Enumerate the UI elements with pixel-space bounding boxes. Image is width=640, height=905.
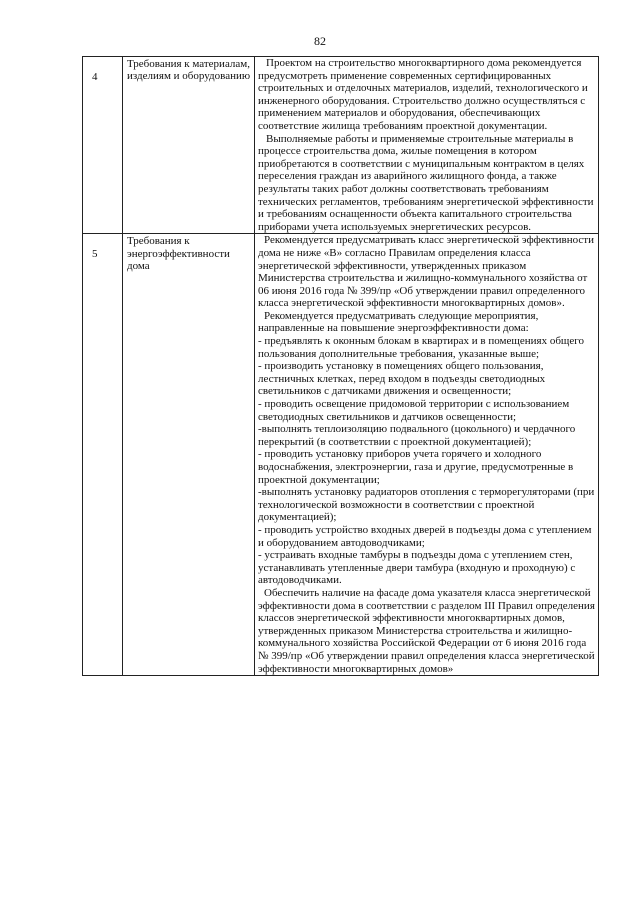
requirement-title: Требования к энергоэффективности дома <box>123 234 255 676</box>
paragraph: Обеспечить наличие на фасаде дома указателя класса энергетической эффективности дома в соответствии с разделом III Правил определения классов энергетической эффективности многоквартирных домов, утвержденных приказом Министерства строительства и жилищно-коммунального хозяйства Российской Федерации от 6 июня 2016 года № 399/пр «Об утверждении правил определения класса энергетической эффективности многоквартирных домов» <box>258 586 595 675</box>
paragraph: Проектом на строительство многоквартирного дома рекомендуется предусмотреть применение современных сертифицированных строительных и отделочных материалов, изделий, технологического и инженерного оборудования. Строительство должно осуществляться с применением материалов и оборудования, обеспечивающих соответствие жилища требованиям проектной документации. <box>258 57 588 132</box>
list-item: - устраивать входные тамбуры в подъезды дома с утеплением стен, устанавливать утепленные двери тамбура (входную и проходную) с автодоводчиками. <box>258 549 576 587</box>
requirement-description <box>255 234 599 676</box>
row-number: 4 <box>83 57 123 234</box>
paragraph: Рекомендуется предусматривать следующие мероприятия, направленные на повышение энергоэффективности дома: <box>258 309 539 335</box>
list-item: - проводить устройство входных дверей в подъезды дома с утеплением и оборудованием автодоводчиками; <box>258 523 592 549</box>
list-item: - предъявлять к оконным блокам в квартирах и в помещениях общего пользования дополнительные требования, указанные выше; <box>258 335 585 360</box>
list-item: - проводить освещение придомовой территории с использованием светодиодных светильников и датчиков освещенности; <box>258 398 570 423</box>
requirements-table <box>82 56 599 676</box>
list-item: - производить установку в помещениях общего пользования, лестничных клетках, перед входом в подъезды светодиодных светильников с датчиками движения и освещенности; <box>258 360 546 398</box>
list-item: -выполнять теплоизоляцию подвального (цокольного) и чердачного перекрытий (в соответствии с проектной документацией); <box>258 423 576 448</box>
list-item: -выполнять установку радиаторов отопления с терморегуляторами (при технологической возможности в соответствии с проектной документацией); <box>258 486 595 524</box>
table-row <box>83 57 599 234</box>
list-item: - проводить установку приборов учета горячего и холодного водоснабжения, электроэнергии, газа и другие, предусмотренные в проектной документации; <box>258 448 574 486</box>
paragraph: Выполняемые работы и применяемые строительные материалы в процессе строительства дома, жилые помещения в котором приобретаются в соответствии с муниципальным контрактом в целях переселения граждан из аварийного жилищного фонда, а также результаты таких работ должны соответствовать требованиям технических регламентов, требованиям энергетической эффективности и требованиям оснащенности объекта капитального строительства приборами учета используемых энергетических ресурсов. <box>258 132 594 233</box>
requirement-description <box>255 57 599 234</box>
requirement-title: Требования к материалам, изделиям и оборудованию <box>123 57 255 234</box>
table-row <box>83 234 599 676</box>
row-number: 5 <box>83 234 123 676</box>
page-number: 82 <box>314 34 326 48</box>
paragraph: Рекомендуется предусматривать класс энергетической эффективности дома не ниже «В» согласно Правилам определения класса энергетической эффективности, утвержденных приказом Министерства строительства и жилищно-коммунального хозяйства от 06 июня 2016 года № 399/пр «Об утверждении правил определенного класса энергетической эффективности многоквартирных домов». <box>258 234 594 310</box>
